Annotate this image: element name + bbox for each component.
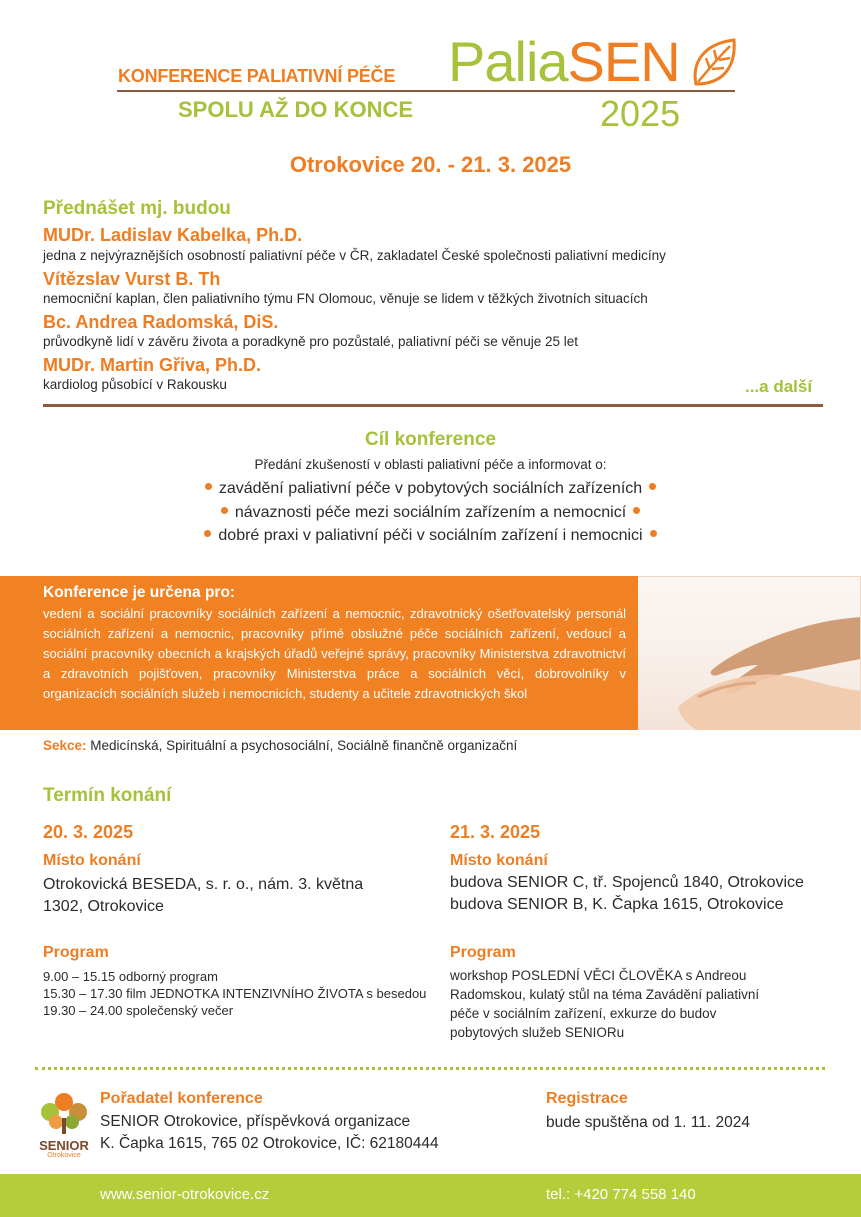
speakers-heading: Přednášet mj. budou — [43, 198, 231, 219]
speaker-name: Bc. Andrea Radomská, DiS. — [43, 312, 279, 332]
audience-title: Konference je určena pro: — [43, 584, 236, 601]
senior-tree-logo-icon — [36, 1090, 92, 1134]
day2-venue-label: Místo konání — [450, 852, 548, 869]
goal-item — [0, 504, 861, 522]
goal-intro: Předání zkušeností v oblasti paliativní péče a informovat o: — [254, 457, 607, 472]
speaker-name: MUDr. Ladislav Kabelka, Ph.D. — [43, 225, 303, 245]
dotted-divider — [35, 1067, 825, 1070]
senior-logo — [36, 1090, 92, 1159]
program-line: 9.00 – 15.15 odborný program — [43, 969, 218, 984]
program-line: Radomskou, kulatý stůl na téma Zavádění paliativní — [450, 987, 760, 1002]
bullet-icon — [204, 530, 211, 537]
day1-venue-label: Místo konání — [43, 852, 141, 869]
day1-venue — [43, 874, 363, 918]
organizer-heading: Pořadatel konference — [100, 1090, 263, 1107]
day2-program — [450, 966, 759, 1042]
sections-line — [43, 738, 517, 753]
section-divider — [43, 404, 823, 407]
venue-line: budova SENIOR B, K. Čapka 1615, Otrokovice — [450, 896, 784, 913]
hands-photo — [638, 576, 861, 730]
conference-title: KONFERENCE PALIATIVNÍ PÉČE — [118, 66, 396, 86]
goal-item-text: zavádění paliativní péče v pobytových sociálních zařízeních — [218, 480, 643, 497]
speaker-description: kardiolog působící v Rakousku — [43, 377, 227, 392]
goal-item — [0, 480, 861, 498]
program-line: 19.30 – 24.00 společenský večer — [43, 1003, 234, 1018]
speaker-name: Vítězslav Vurst B. Th — [43, 269, 221, 289]
program-line: 15.30 – 17.30 film JEDNOTKA INTENZIVNÍHO ŽIVOTA s besedou — [43, 986, 427, 1001]
day1-program — [43, 968, 426, 1019]
senior-logo-city: Otrokovice — [47, 1152, 81, 1159]
logo-sen-text: SEN — [567, 30, 680, 93]
speaker-description: jedna z nejvýraznějších osobností paliativní péče v ČR, zakladatel České společnosti paliativní medicíny — [43, 248, 666, 263]
day1-date: 20. 3. 2025 — [43, 822, 134, 842]
phone-number[interactable]: tel.: +420 774 558 140 — [546, 1186, 696, 1203]
bullet-icon — [221, 507, 228, 514]
registration-heading: Registrace — [546, 1090, 628, 1107]
hands-illustration-icon — [638, 577, 861, 730]
bullet-icon — [650, 530, 657, 537]
website-link[interactable]: www.senior-otrokovice.cz — [100, 1186, 270, 1203]
leaf-logo-icon — [690, 36, 738, 88]
goal-heading: Cíl konference — [365, 429, 496, 450]
day2-program-label: Program — [450, 944, 516, 961]
venue-line: budova SENIOR C, tř. Spojenců 1840, Otrokovice — [450, 874, 804, 891]
schedule-heading: Termín konání — [43, 785, 172, 806]
speaker-description: nemocniční kaplan, člen paliativního týmu FN Olomouc, věnuje se lidem v těžkých životních situacích — [43, 291, 648, 306]
speaker-name: MUDr. Martin Gřiva, Ph.D. — [43, 355, 262, 375]
venue-line: Otrokovická BESEDA, s. r. o., nám. 3. května — [43, 876, 364, 893]
logo-palia-text: Palia — [448, 30, 568, 93]
audience-text: vedení a sociální pracovníky sociálních zařízení a nemocnic, zdravotnický ošetřovatelský personál sociálních zařízení a nemocnic, pracovníky přímé obslužné péče sociálních zařízení, vedoucí a sociální pracovníky obecních a krajských úřadů veřejné správy, pracovníky Ministerstva zdravotnictví a zdravotních pojišťoven, pracovníky Ministerstva práce a sociálních věcí, dobrovolníky v organizacích sociálních služeb i nemocnicích, studenty a učitele zdravotnických škol — [43, 606, 626, 701]
goal-item-text: návaznosti péče mezi sociálním zařízením a nemocnicí — [234, 504, 627, 521]
city-date: Otrokovice 20. - 21. 3. 2025 — [289, 152, 572, 177]
senior-logo-name: SENIOR — [39, 1138, 89, 1153]
goal-item — [0, 527, 861, 545]
speaker-description: průvodkyně lidí v závěru života a poradkyně pro pozůstalé, paliativní péči se věnuje 25 let — [43, 334, 579, 349]
sections-text: Medicínská, Spirituální a psychosociální, Sociálně finančně organizační — [86, 738, 518, 753]
logo-year: 2025 — [600, 93, 681, 134]
bullet-icon — [205, 483, 212, 490]
day2-date: 21. 3. 2025 — [450, 822, 541, 842]
organizer-line: SENIOR Otrokovice, příspěvková organizace — [100, 1113, 411, 1130]
day1-program-label: Program — [43, 944, 109, 961]
venue-line: 1302, Otrokovice — [43, 898, 164, 915]
registration-text: bude spuštěna od 1. 11. 2024 — [546, 1114, 750, 1131]
paliasen-logo — [448, 32, 680, 92]
program-line: péče v sociálním zařízení, exkurze do budov — [450, 1006, 717, 1021]
bullet-icon — [649, 483, 656, 490]
day2-venue — [450, 872, 804, 916]
bullet-icon — [633, 507, 640, 514]
organizer-line: K. Čapka 1615, 765 02 Otrokovice, IČ: 62180444 — [100, 1135, 439, 1152]
audience-box — [0, 576, 638, 730]
sections-label: Sekce: — [43, 738, 87, 753]
program-line: pobytových služeb SENIORu — [450, 1025, 625, 1040]
and-more-label: ...a další — [745, 377, 813, 396]
program-line: workshop POSLEDNÍ VĚCI ČLOVĚKA s Andreou — [450, 968, 747, 983]
organizer-details — [100, 1111, 439, 1155]
footer-bar — [0, 1174, 861, 1217]
conference-subtitle: SPOLU AŽ DO KONCE — [178, 97, 414, 122]
goal-item-text: dobré praxi v paliativní péči v sociálním zařízení i nemocnici — [218, 527, 643, 544]
